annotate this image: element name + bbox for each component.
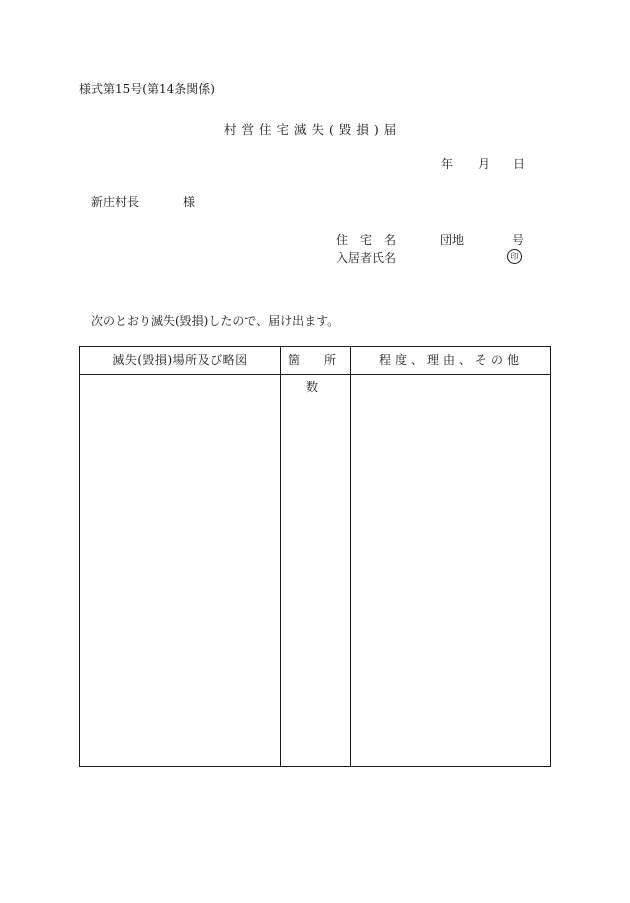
resident-name-label: 入居者氏名 [336, 251, 397, 265]
header-location-sketch: 滅失(毀損)場所及び略図 [112, 353, 248, 367]
statement-text: 次のとおり滅失(毀損)したので、届け出ます。 [91, 314, 340, 328]
document-title: 村営住宅滅失(毀損)届 [224, 122, 402, 137]
addressee [91, 193, 196, 210]
number-label: 号 [512, 233, 525, 247]
header-details: 程度、理由、その他 [378, 353, 523, 367]
year-label: 年 [441, 157, 454, 171]
housing-name-label: 住 宅 名 [336, 233, 397, 247]
addressee-honorific: 様 [183, 195, 196, 209]
header-count: 箇 所 数 [287, 353, 361, 394]
resident-name-row [336, 249, 526, 265]
complex-label: 団地 [440, 233, 465, 247]
day-label: 日 [513, 157, 526, 171]
housing-name-row [336, 231, 526, 247]
column-divider [350, 347, 351, 766]
form-number: 様式第15号(第14条関係) [79, 82, 215, 96]
seal-mark: 印 [507, 249, 522, 264]
month-label: 月 [478, 157, 491, 171]
report-table [79, 346, 551, 767]
addressee-name: 新庄村長 [91, 195, 140, 209]
column-divider [280, 347, 281, 766]
